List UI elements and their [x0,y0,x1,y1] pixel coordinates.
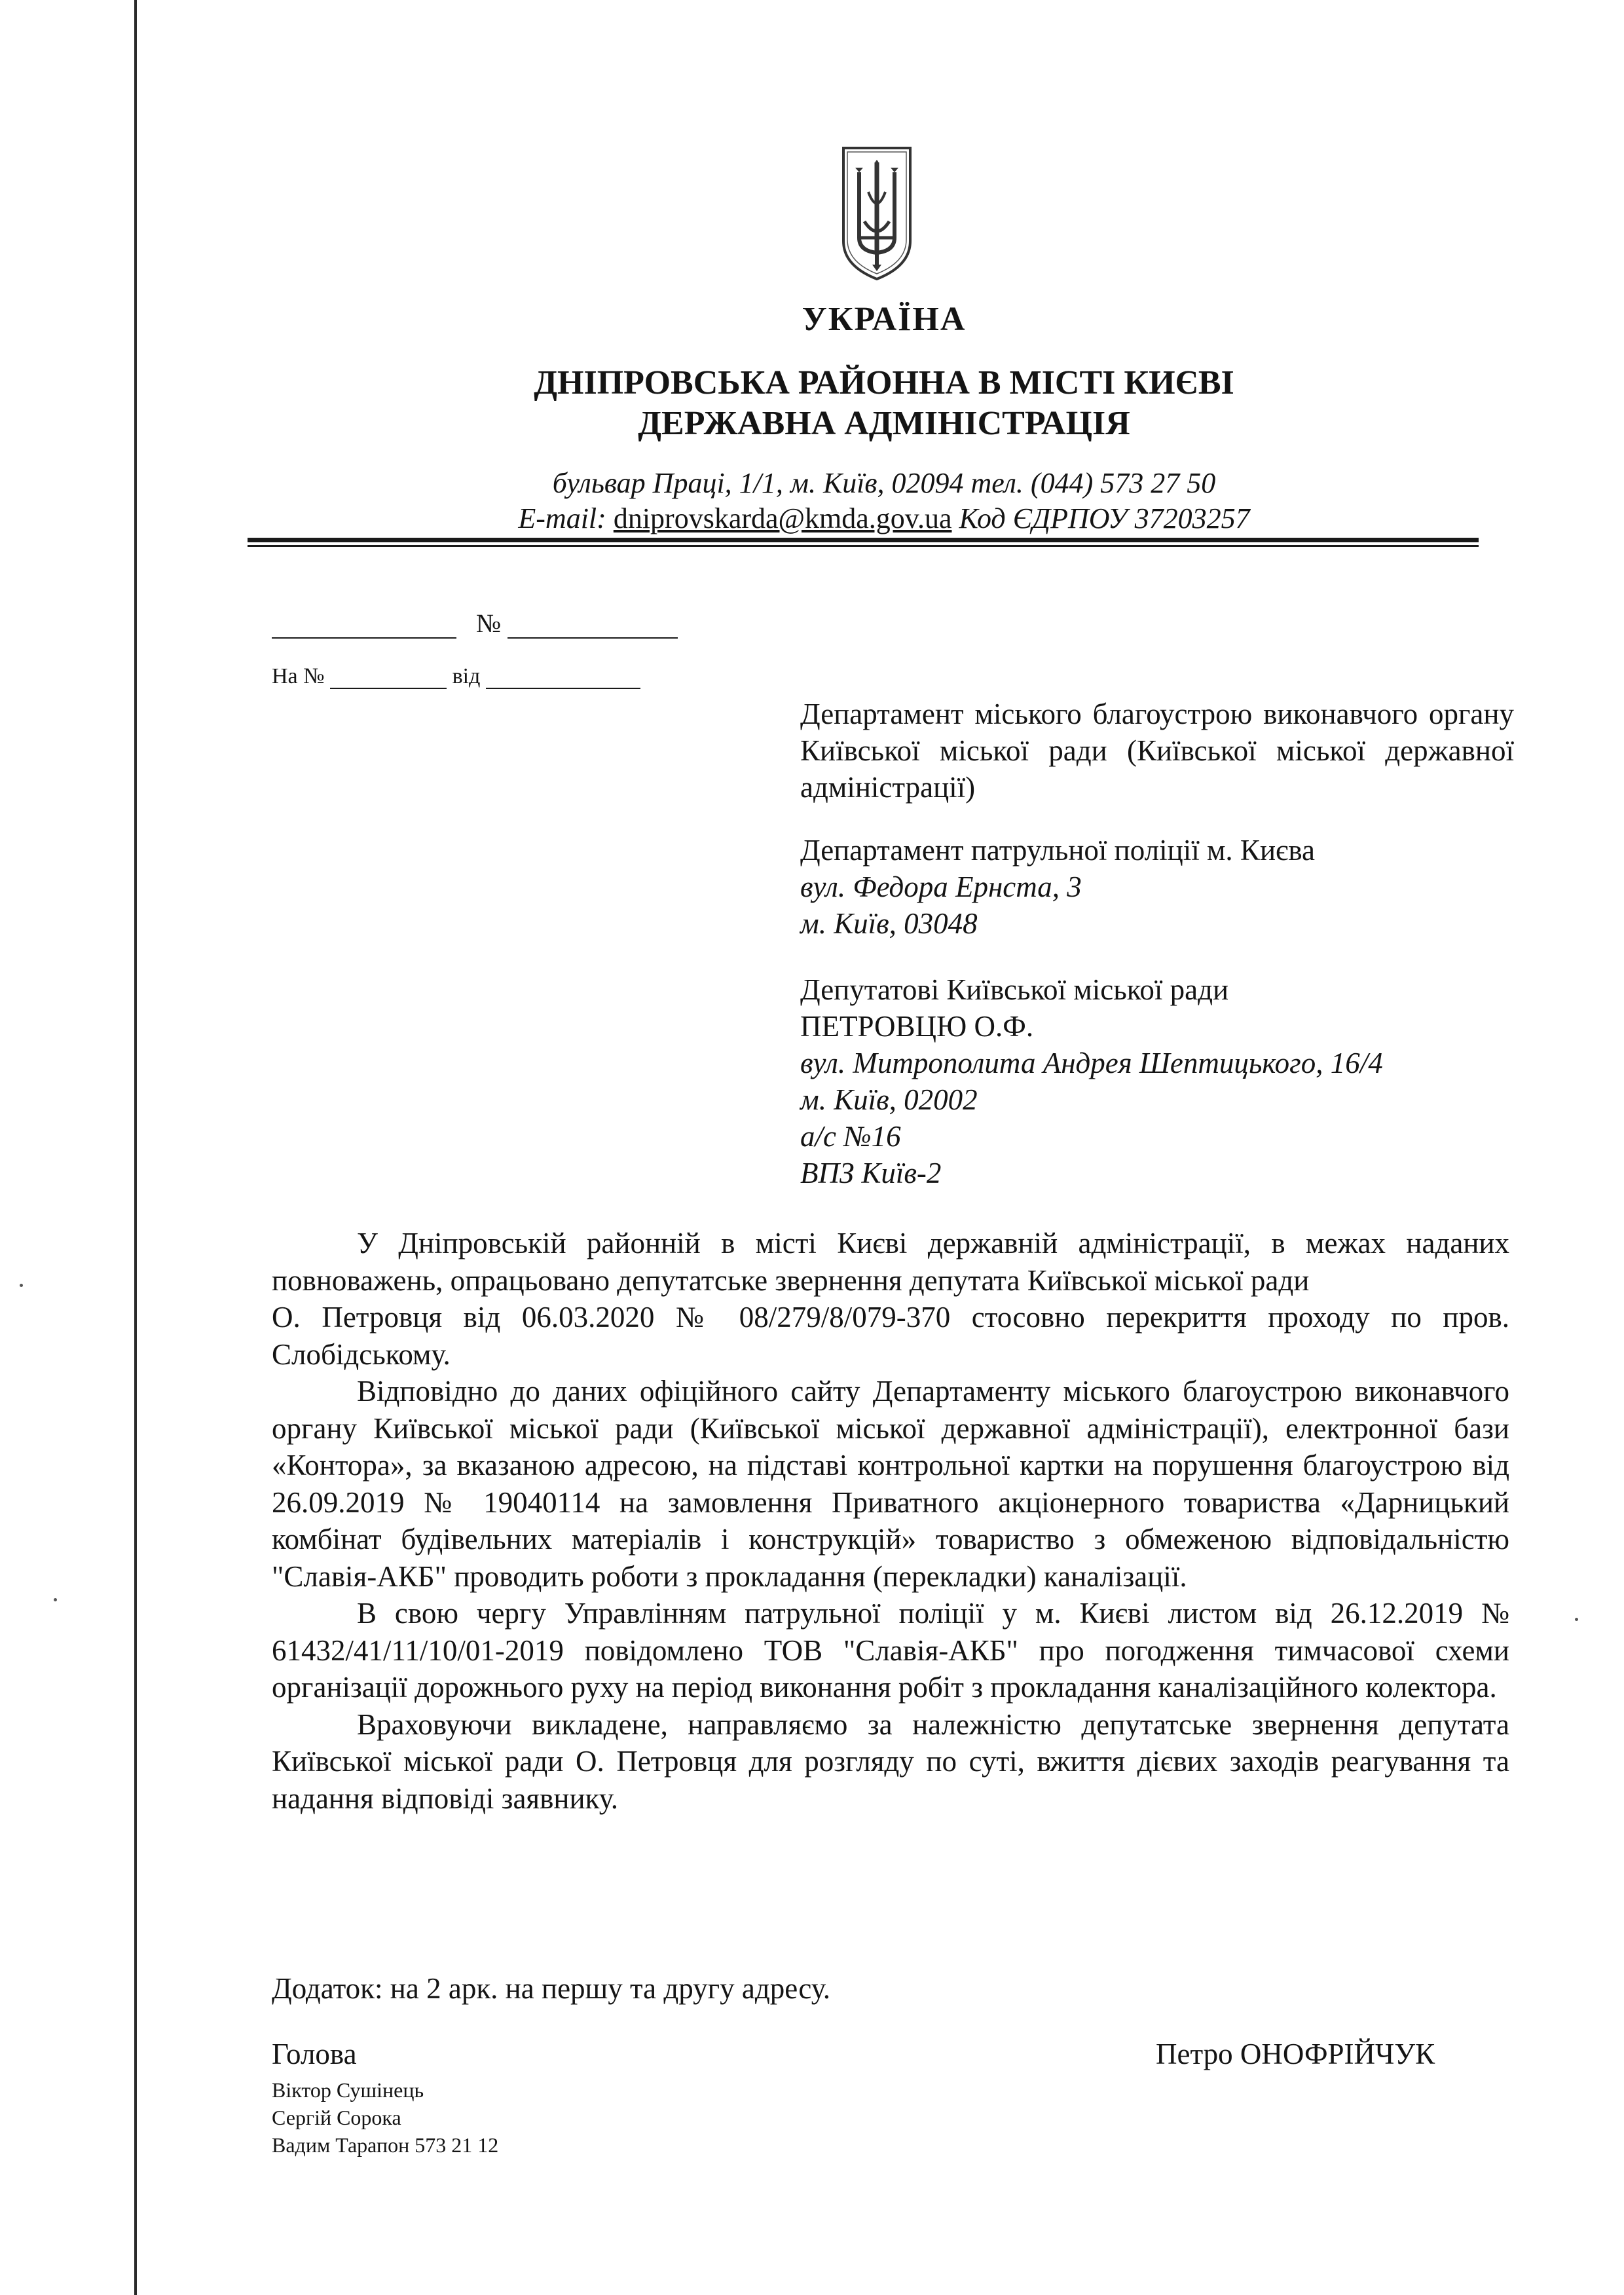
scan-speck [54,1598,57,1601]
body-paragraph-3: В свою чергу Управлінням патрульної поліції у м. Києві листом від 26.12.2019 № 61432/41/11/10/01-2019 повідомлено ТОВ "Славія-АКБ" про погодження тимчасової схеми організації дорожнього руху на період виконання робіт з прокладання каналізаційного колектора. [272,1597,1509,1704]
addressee-3-city: м. Київ, 02002 [800,1083,978,1116]
number-sign: № [476,608,502,638]
number-blank [507,618,678,639]
header-divider-thin [248,545,1479,547]
organization-name-line1: ДНІПРОВСЬКА РАЙОННА В МІСТІ КИЄВІ [534,364,1234,401]
reference-prefix: На № [272,664,325,688]
addressee-3-box: а/с №16 [800,1120,901,1153]
executors-list [272,2076,498,2159]
body-paragraph-1b: О. Петровця від 06.03.2020 № 08/279/8/079-370 стосовно перекриття проходу по пров. Слобідському. [272,1301,1509,1371]
addressee-block-3 [800,971,1514,1191]
incoming-reference [272,664,640,689]
letter-body [272,1225,1509,1817]
addressee-1-name: Департамент міського благоустрою виконавчого органу Київської міської ради (Київської міської державної адміністрації) [800,698,1514,804]
scan-edge-line [134,0,137,2295]
organization-address: бульвар Праці, 1/1, м. Київ, 02094 тел. (044) 573 27 50 [552,467,1216,499]
addressee-3-post: ВПЗ Київ-2 [800,1157,942,1189]
scan-speck [1575,1618,1578,1621]
executor-2: Сергій Сорока [272,2106,401,2129]
signatory-name: Петро ОНОФРІЙЧУК [1156,2038,1435,2070]
email-label: E-mail: [518,502,606,534]
scan-speck [20,1284,23,1287]
addressee-3-person: ПЕТРОВЦЮ О.Ф. [800,1010,1034,1043]
coat-of-arms-icon [840,143,914,283]
reference-from: від [452,664,481,688]
date-blank [272,618,456,639]
addressee-2-street: вул. Федора Ернста, 3 [800,870,1082,903]
body-paragraph-2: Відповідно до даних офіційного сайту Департаменту міського благоустрою виконавчого органу Київської міської ради (Київської міської державної адміністрації), електронної бази «Контора», за вказаною адресою, на підставі контрольної картки на порушення благоустрою від 26.09.2019 № 19040114 на замовлення Приватного акціонерного товариства «Дарницький комбінат будівельних матеріалів і конструкцій» товариство з обмеженою відповідальністю "Славія-АКБ" проводить роботи з прокладання (перекладки) каналізації. [272,1375,1509,1593]
executor-3: Вадим Тарапон 573 21 12 [272,2133,499,2157]
edrpou-code: Код ЄДРПОУ 37203257 [959,502,1250,534]
addressee-3-name: Депутатові Київської міської ради [800,973,1229,1006]
body-paragraph-4: Враховуючи викладене, направляємо за належністю депутатське звернення депутата Київської міської ради О. Петровця для розгляду по суті, вжиття дієвих заходів реагування та надання відповіді заявнику. [272,1707,1509,1815]
country-title: УКРАЇНА [802,301,967,338]
organization-contacts [393,502,1375,535]
addressee-2-name: Департамент патрульної поліції м. Києва [800,834,1315,867]
addressee-block-2 [800,832,1514,942]
addressee-3-street: вул. Митрополита Андрея Шептицького, 16/4 [800,1047,1383,1079]
outgoing-registration [272,608,678,639]
body-paragraph-1a: У Дніпровській районній в місті Києві державній адміністрації, в межах наданих повноважень, опрацьовано депутатське звернення депутата Київської міської ради [272,1227,1509,1297]
reference-date-blank [486,668,640,689]
email-link[interactable]: dniprovskarda@kmda.gov.ua [613,502,952,534]
addressee-block-1 [800,696,1514,806]
reference-number-blank [330,668,447,689]
addressee-2-city: м. Київ, 03048 [800,907,978,940]
header-divider [248,538,1479,542]
attachment-note: Додаток: на 2 арк. на першу та другу адресу. [272,1972,830,2005]
executor-1: Віктор Сушінець [272,2078,424,2102]
signatory-title: Голова [272,2038,357,2070]
organization-name-line2: ДЕРЖАВНА АДМІНІСТРАЦІЯ [638,405,1130,442]
